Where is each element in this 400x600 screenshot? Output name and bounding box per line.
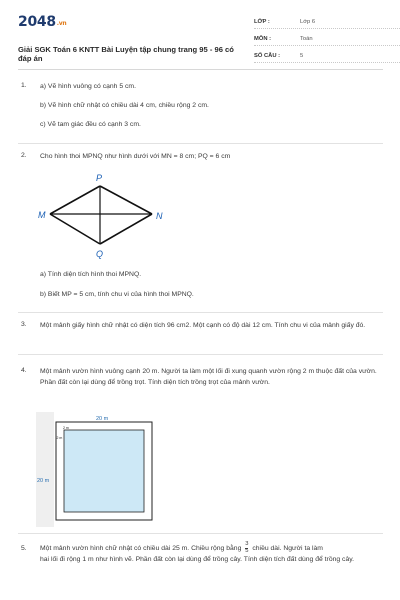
question-2-text: Cho hình thoi MPNQ như hình dưới với MN = 8 cm; PQ = 6 cm [40, 153, 231, 160]
garden-figure [36, 412, 156, 527]
divider [18, 143, 383, 144]
question-number: 2. [21, 152, 27, 159]
question-2b: b) Biết MP = 5 cm, tính chu vi của hình thoi MPNQ. [40, 291, 194, 298]
question-number: 3. [21, 321, 27, 328]
rhombus-edge-qm [50, 214, 100, 244]
label-p: P [96, 173, 103, 183]
label-m: M [38, 210, 46, 220]
divider [18, 533, 383, 534]
fraction [245, 542, 248, 555]
rhombus-figure [30, 168, 170, 263]
meta-row-class [254, 16, 400, 29]
meta-value: Lớp 6 [300, 19, 316, 25]
figure-shade [36, 412, 54, 527]
meta-key: LỚP : [254, 19, 270, 25]
meta-row-count [254, 50, 400, 63]
question-4-text: Một mảnh vườn hình vuông cạnh 20 m. Người ta làm một lối đi xung quanh vườn rộng 2 m thuộc đất của vườn. Phần đất còn lại dùng để trồng trọt. Tính diện tích trồng trọt của mảnh vườn. [40, 368, 377, 386]
question-number: 1. [21, 82, 27, 89]
meta-value: 5 [300, 53, 304, 59]
logo-text: 2048 [18, 14, 56, 30]
rhombus-edge-mp [50, 186, 100, 214]
meta-row-subject [254, 33, 400, 46]
question-5-part2: chiều dài. Người ta làm [252, 545, 323, 553]
fraction-numerator: 3 [245, 541, 249, 547]
label-n: N [156, 211, 163, 221]
divider [18, 312, 383, 313]
label-side: 20 m [37, 478, 50, 484]
label-top: 20 m [96, 416, 109, 422]
path-label-side: 2 m [56, 436, 63, 440]
logo-suffix: .vn [56, 20, 67, 27]
question-5-part1: Một mảnh vườn hình chữ nhật có chiều dài 25 m. Chiều rộng bằng [40, 545, 242, 553]
path-label-top: 2 m [63, 426, 69, 430]
question-number: 4. [21, 367, 27, 374]
question-1c: c) Vẽ tam giác đều có cạnh 3 cm. [40, 121, 141, 128]
meta-key: MÔN : [254, 36, 272, 42]
label-q: Q [96, 249, 104, 259]
question-2a: a) Tính diện tích hình thoi MPNQ. [40, 271, 142, 278]
fraction-denominator: 5 [245, 547, 249, 554]
meta-table [254, 16, 400, 67]
question-3-text: Một mảnh giấy hình chữ nhật có diện tích 96 cm2. Một cạnh có độ dài 12 cm. Tính chu vi của mảnh giấy đó. [40, 322, 366, 329]
question-5-text [40, 542, 382, 565]
question-5-part3: hai lối đi rộng 1 m như hình vẽ. Phần đất còn lại dùng để trồng cây. Tính diện tích đất dùng để trồng cây. [40, 555, 355, 563]
document-title: Giải SGK Toán 6 KNTT Bài Luyện tập chung trang 95 - 96 có đáp án [18, 45, 234, 64]
document-header [18, 14, 388, 74]
question-1a: a) Vẽ hình vuông có cạnh 5 cm. [40, 83, 136, 90]
rhombus-edge-nq [100, 214, 152, 244]
header-divider [18, 69, 383, 70]
meta-value: Toán [300, 36, 313, 42]
question-number: 5. [21, 545, 27, 552]
divider [18, 354, 383, 355]
planting-area [64, 430, 144, 512]
rhombus-edge-pn [100, 186, 152, 214]
question-1b: b) Vẽ hình chữ nhật có chiều dài 4 cm, chiều rộng 2 cm. [40, 102, 209, 109]
meta-key: SỐ CÂU : [254, 53, 281, 59]
site-logo[interactable] [18, 14, 66, 30]
